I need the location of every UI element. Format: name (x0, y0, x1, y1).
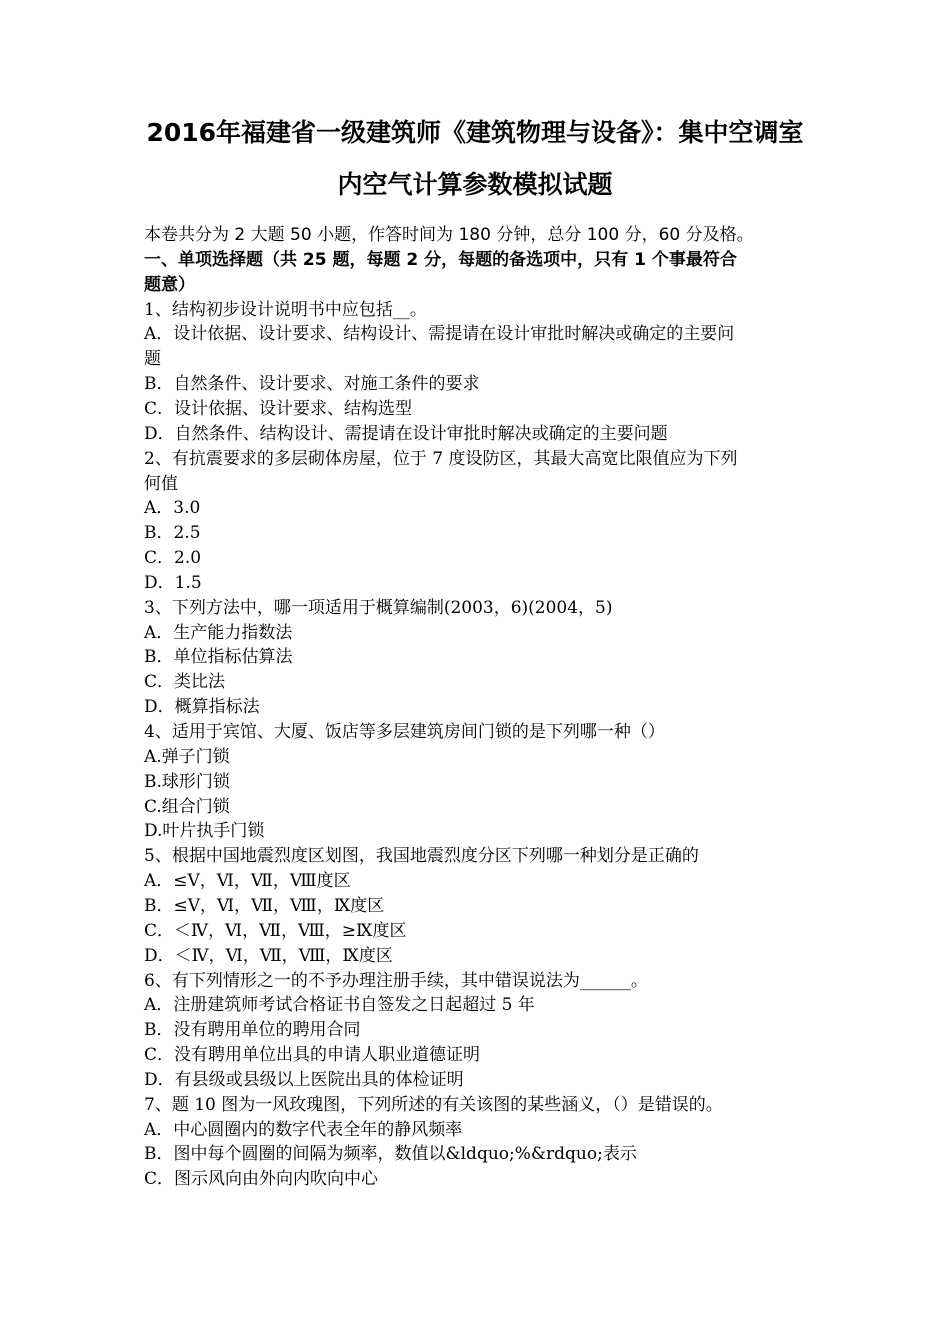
question-7-option-C: C．图示风向由外向内吹向中心 (144, 1169, 379, 1190)
question-3-stem: 3、下列方法中，哪一项适用于概算编制(2003，6)(2004，5) (144, 597, 613, 618)
question-1-stem: 1、结构初步设计说明书中应包括__。 (144, 299, 427, 320)
question-7-stem: 7、题 10 图为一风玫瑰图，下列所述的有关该图的某些涵义，（）是错误的。 (144, 1094, 723, 1115)
question-6-option-B: B．没有聘用单位的聘用合同 (144, 1020, 361, 1041)
question-2-option-C: C．2.0 (144, 548, 202, 569)
question-2-stem: 2、有抗震要求的多层砌体房屋，位于 7 度设防区，其最大高宽比限值应为下列 (144, 448, 738, 469)
question-5-option-A: A．≤Ⅴ，Ⅵ，Ⅶ，Ⅷ度区 (144, 871, 351, 892)
question-3-option-D: D．概算指标法 (144, 697, 260, 718)
question-2-option-D: D．1.5 (144, 572, 202, 593)
question-2-stem-cont: 何值 (144, 473, 178, 494)
question-3-option-B: B．单位指标估算法 (144, 647, 293, 668)
question-5-option-C: C．＜Ⅳ，Ⅵ，Ⅶ，Ⅷ，≥Ⅸ度区 (144, 920, 407, 941)
document-title-line-2: 内空气计算参数模拟试题 (337, 170, 613, 199)
question-4-option-C: C.组合门锁 (144, 796, 230, 817)
document-title-line-1: 2016年福建省一级建筑师《建筑物理与设备》：集中空调室 (146, 118, 804, 147)
question-7-option-B: B．图中每个圆圈的间隔为频率，数值以&ldquo;%&rdquo;表示 (144, 1144, 637, 1165)
question-5-option-B: B．≤Ⅴ，Ⅵ，Ⅶ，Ⅷ，Ⅸ度区 (144, 895, 385, 916)
question-1-option-D: D．自然条件、结构设计、需提请在设计审批时解决或确定的主要问题 (144, 423, 668, 444)
section-heading-line-2: 题意） (144, 274, 195, 295)
section-heading-line-1: 一、单项选择题（共 25 题，每题 2 分，每题的备选项中，只有 1 个事最符合 (144, 249, 737, 270)
question-3-option-C: C．类比法 (144, 672, 226, 693)
question-6-option-C: C．没有聘用单位出具的申请人职业道德证明 (144, 1045, 481, 1066)
question-2-option-B: B．2.5 (144, 523, 201, 544)
question-1-option-A-cont: 题 (144, 349, 161, 370)
question-5-stem: 5、根据中国地震烈度区划图，我国地震烈度分区下列哪一种划分是正确的 (144, 846, 699, 867)
question-3-option-A: A．生产能力指数法 (144, 622, 293, 643)
question-2-option-A: A．3.0 (144, 498, 201, 519)
question-1-option-B: B．自然条件、设计要求、对施工条件的要求 (144, 374, 480, 395)
question-4-option-B: B.球形门锁 (144, 771, 230, 792)
intro-text: 本卷共分为 2 大题 50 小题，作答时间为 180 分钟，总分 100 分，60 分及格。 (144, 225, 754, 245)
question-6-option-A: A．注册建筑师考试合格证书自签发之日起超过 5 年 (144, 995, 535, 1016)
question-4-stem: 4、适用于宾馆、大厦、饭店等多层建筑房间门锁的是下列哪一种（） (144, 722, 665, 742)
question-5-option-D: D．＜Ⅳ，Ⅵ，Ⅶ，Ⅷ，Ⅸ度区 (144, 945, 393, 966)
question-7-option-A: A．中心圆圈内的数字代表全年的静风频率 (144, 1119, 463, 1140)
question-1-option-A: A．设计依据、设计要求、结构设计、需提请在设计审批时解决或确定的主要问 (144, 324, 735, 345)
question-6-option-D: D．有县级或县级以上医院出具的体检证明 (144, 1069, 464, 1090)
question-4-option-A: A.弹子门锁 (144, 746, 230, 767)
question-1-option-C: C．设计依据、设计要求、结构选型 (144, 398, 413, 419)
question-6-stem: 6、有下列情形之一的不予办理注册手续，其中错误说法为______。 (144, 970, 648, 991)
question-4-option-D: D.叶片执手门锁 (144, 821, 265, 842)
